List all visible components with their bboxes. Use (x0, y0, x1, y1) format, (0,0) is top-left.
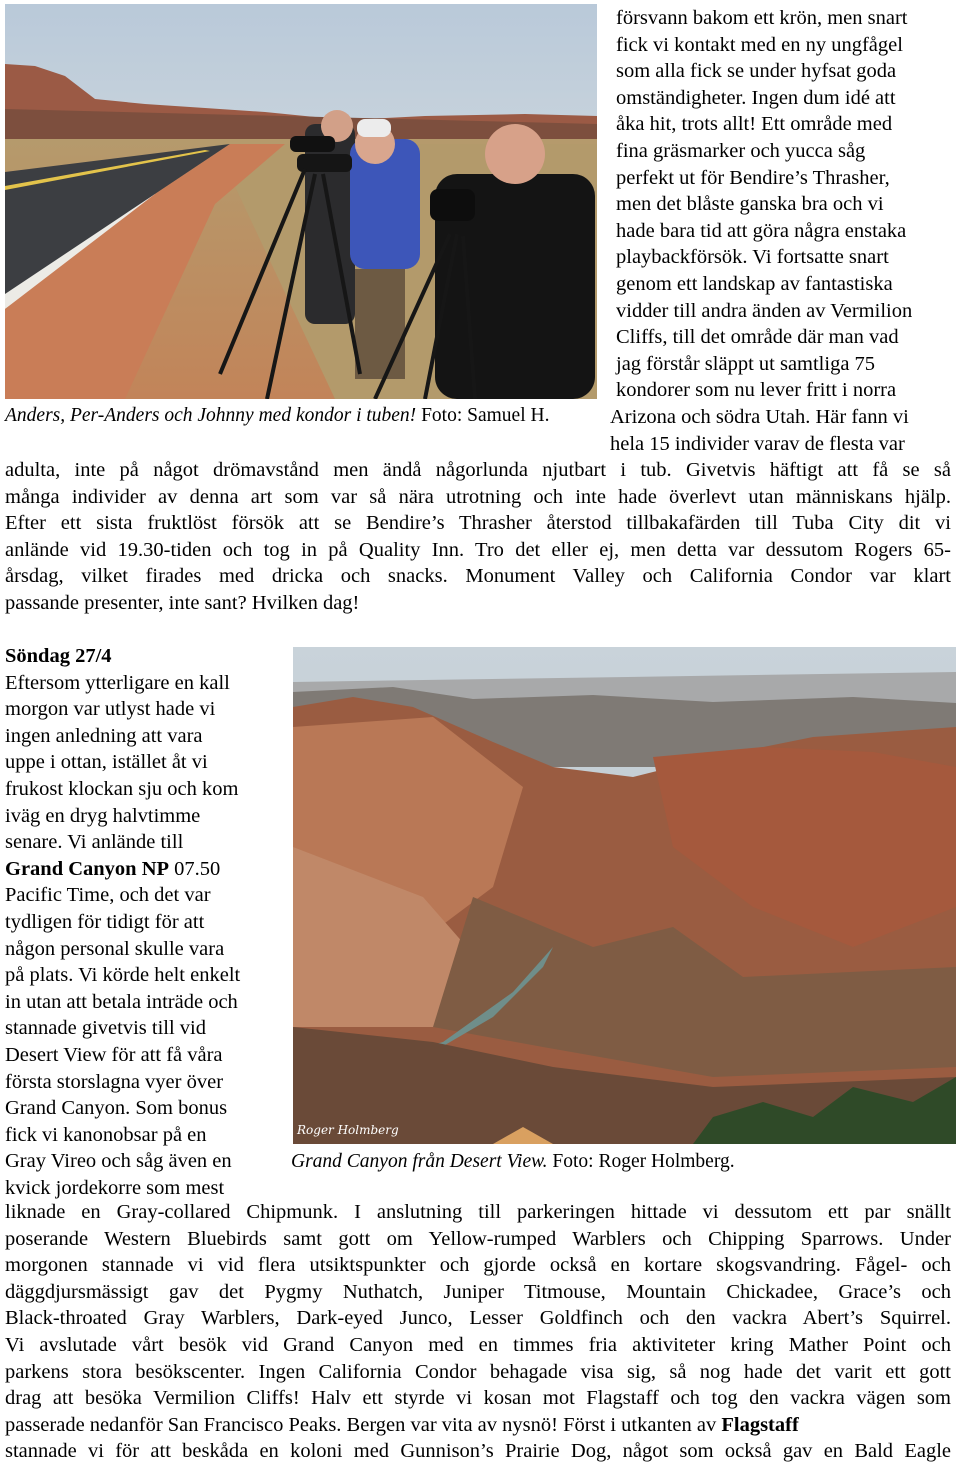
text-line: senare. Vi anlände till (5, 831, 184, 854)
text-line: poserande Western Bluebirds samt gott om Yellow-rumped Warblers och Chipping Sparrows. Under (5, 1227, 951, 1250)
text-line: iväg en dryg halvtimme (5, 804, 201, 827)
grand-canyon-bold: Grand Canyon NP (5, 857, 170, 880)
grand-canyon-photo-image (293, 647, 956, 1144)
sunday-column (5, 643, 285, 1201)
text-line: fick vi kanonobsar på en (5, 1123, 207, 1146)
text-line: uppe i ottan, istället åt vi (5, 751, 208, 774)
text-line: åka hit, trots allt! Ett område med (616, 113, 893, 136)
condor-paragraph-column (616, 5, 956, 404)
sunday-heading: Söndag 27/4 (5, 645, 112, 667)
text-line: adulta, inte på något drömavstånd men ändå någorlunda njutbart i tub. Givetvis häftigt att få se så (5, 459, 951, 481)
text-line: fick vi kontakt med en ny ungfågel (616, 33, 903, 56)
grand-canyon-caption (291, 1149, 735, 1176)
sunday-paragraph-full (5, 1199, 951, 1465)
text-line: Arizona och södra Utah. Här fann vi (610, 406, 909, 428)
text-line: perfekt ut för Bendire’s Thrasher, (616, 166, 890, 189)
text-line: Cliffs, till det område där man vad (616, 326, 899, 349)
birders-photo-image (5, 4, 597, 399)
text-line: parkens stora besökscenter. Ingen California Condor behagade visa sig, så nog hade det varit ett gott (5, 1360, 951, 1383)
text-line: omständigheter. Ingen dum idé att (616, 86, 896, 109)
text-line: vidder till andra änden av Vermilion (616, 299, 913, 322)
text-line: som alla fick se under hyfsat goda (616, 60, 897, 83)
birders-caption-names: Anders, Per-Anders och Johnny med kondor i tuben! (5, 405, 417, 426)
text-line: liknade en Gray-collared Chipmunk. I anslutning till parkeringen hittade vi dessutom ett par snällt (5, 1201, 951, 1223)
text-line: Grand Canyon. Som bonus (5, 1097, 228, 1120)
text-line: Desert View för att få våra (5, 1043, 223, 1066)
text-line: på plats. Vi körde helt enkelt (5, 964, 241, 987)
text-line: genom ett landskap av fantastiska (616, 272, 893, 295)
text-line: in utan att betala inträde och (5, 990, 238, 1013)
text-line: men det blåste ganska bra och vi (616, 193, 884, 216)
text-line: hela 15 individer varav de flesta var (610, 432, 905, 455)
condor-paragraph-full (5, 457, 951, 617)
text-line: någon personal skulle vara (5, 937, 225, 960)
text-line: första storslagna vyer över (5, 1070, 224, 1093)
birders-photo (5, 4, 597, 399)
text-line: Grand Canyon NP 07.50 (5, 857, 221, 880)
text-line: playbackförsök. Vi fortsatte snart (616, 246, 889, 269)
text-line: anlände vid 19.30-tiden och tog in på Quality Inn. Tro det eller ej, men detta var dessutom Rogers 65- (5, 538, 951, 561)
condor-paragraph-column-tail (610, 404, 956, 457)
grand-canyon-caption-title: Grand Canyon från Desert View. (291, 1151, 548, 1172)
text-line: Efter ett sista fruktlöst försök att se Bendire’s Thrasher återstod tillbakafärden till Tuba City dit vi (5, 512, 951, 535)
text-line: stannade vi för att beskåda en koloni med Gunnison’s Prairie Dog, något som också gav en Bald Eagle (5, 1440, 951, 1463)
text-line: fina gräsmarker och yucca såg (616, 139, 866, 162)
text-line: Eftersom ytterligare en kall (5, 671, 230, 694)
text-line: hade bara tid att göra några enstaka (616, 219, 907, 242)
text-line: Pacific Time, och det var (5, 884, 211, 907)
text-line: tydligen för tidigt för att (5, 910, 205, 933)
grand-canyon-caption-credit: Foto: Roger Holmberg. (547, 1151, 735, 1172)
text-line: stannade givetvis till vid (5, 1017, 206, 1040)
text-line: Gray Vireo och såg även en (5, 1150, 232, 1173)
text-line: årsdag, vilket firades med dricka och snacks. Monument Valley och California Condor var klart (5, 565, 951, 588)
grand-canyon-photo (293, 647, 956, 1144)
text-line: morgon var utlyst hade vi (5, 698, 216, 721)
flagstaff-bold: Flagstaff (721, 1413, 799, 1436)
text-line: jag förstår släppt ut samtliga 75 (616, 352, 876, 375)
text-line: Vi avslutade vårt besök vid Grand Canyon med en timmes fria aktiviteter kring Mather Point och (5, 1333, 951, 1356)
photographer-watermark: Roger Holmberg (297, 1123, 399, 1137)
text-line: passerade nedanför San Francisco Peaks. Bergen var vita av nysnö! Först i utkanten av Flagstaff (5, 1413, 799, 1436)
text-line: kvick jordekorre som mest (5, 1176, 225, 1199)
text-line: passande presenter, inte sant? Hvilken dag! (5, 591, 360, 614)
text-line: däggdjursmässigt gav det Pygmy Nuthatch, Juniper Titmouse, Mountain Chickadee, Grace’s och (5, 1280, 951, 1303)
text-line: frukost klockan sju och kom (5, 777, 239, 800)
text-line: kondorer som nu lever fritt i norra (616, 379, 897, 402)
text-line: drag att besöka Vermilion Cliffs! Halv ett styrde vi kosan mot Flagstaff och tog den vackra vägen som (5, 1387, 951, 1410)
text-line: morgonen stannade vi vid flera utsiktspunkter och gjorde också en kortare skogsvandring. Fågel- och (5, 1254, 951, 1277)
text-line: försvann bakom ett krön, men snart (616, 7, 908, 29)
birders-photo-caption (5, 403, 549, 430)
text-line: många individer av denna art som var så nära utrotning och inte hade överlevt utan människans hjälp. (5, 485, 951, 508)
birders-caption-credit: Foto: Samuel H. (416, 405, 550, 426)
text-line: ingen anledning att vara (5, 724, 203, 747)
text-line: Black-throated Gray Warblers, Dark-eyed Junco, Lesser Goldfinch och den vackra Abert’s Squirrel. (5, 1307, 951, 1330)
